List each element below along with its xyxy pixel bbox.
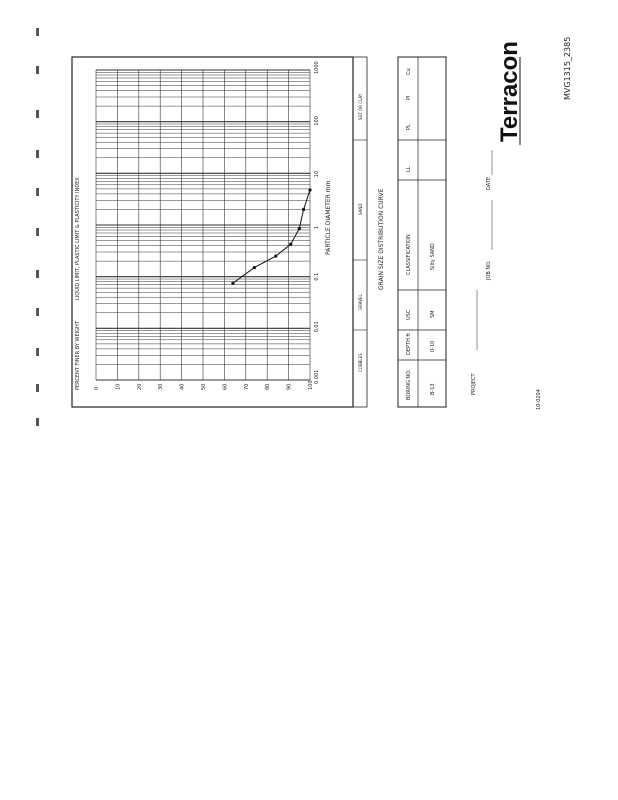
data-point	[274, 255, 277, 258]
data-point	[253, 266, 256, 269]
y-tick-label: 40	[179, 383, 186, 390]
gradation-silt-clay: SILT OR CLAY	[358, 93, 363, 120]
x-tick-label: 1	[314, 225, 320, 229]
pi-label: PI	[406, 95, 412, 100]
usc-label: USC	[406, 309, 412, 320]
sample-no: B-13	[430, 383, 436, 395]
classification-label: CLASSIFICATION	[406, 234, 412, 275]
page-id: MVG1315_2385	[563, 36, 572, 100]
pl-label: PL	[406, 124, 412, 130]
y-tick-label: 30	[158, 383, 165, 390]
y-tick-label: 60	[222, 383, 229, 390]
side-code: 10-0204	[536, 389, 542, 410]
y-tick-label: 10	[115, 383, 122, 390]
cu-label: Cu	[406, 68, 412, 75]
y-tick-label: 0	[94, 386, 100, 390]
report-title: GRAIN SIZE DISTRIBUTION CURVE	[378, 188, 385, 290]
chart-frame	[72, 57, 353, 407]
classification-value: Silty SAND	[430, 243, 436, 270]
y-tick-label: 100	[308, 380, 314, 390]
project-label: PROJECT	[471, 373, 477, 395]
x-tick-label: 0.001	[314, 369, 320, 384]
y-tick-label: 20	[136, 383, 143, 390]
job-label: JOB NO.	[486, 260, 492, 280]
boring-label: BORING NO.	[406, 369, 412, 400]
x-tick-label: 0.01	[314, 321, 320, 333]
y-axis-label: PERCENT FINER BY WEIGHT	[75, 321, 81, 390]
gradation-gravel: GRAVEL	[358, 294, 363, 310]
data-point	[308, 188, 311, 191]
data-point	[289, 243, 292, 246]
x-tick-label: 0.1	[314, 272, 320, 281]
gradation-cobbles: COBBLES	[358, 353, 363, 372]
company-logo: Terracon	[496, 41, 523, 142]
y-tick-label: 80	[265, 383, 272, 390]
data-point	[298, 227, 301, 230]
gradation-sand: SAND	[358, 203, 363, 215]
data-point	[302, 208, 305, 211]
usc-value: SM	[430, 310, 436, 318]
depth-value: 0-10	[430, 340, 436, 352]
x-tick-label: 100	[314, 116, 320, 126]
y-tick-label: 70	[243, 383, 250, 390]
data-point	[231, 282, 234, 285]
depth-label: DEPTH ft	[406, 332, 412, 355]
x-axis-label: PARTICLE DIAMETER mm	[325, 180, 332, 255]
y-tick-label: 50	[201, 383, 207, 390]
date-label: DATE	[486, 176, 492, 190]
ll-label: LL	[406, 166, 412, 172]
chart-grid	[96, 70, 310, 380]
chart-ticks	[94, 61, 320, 390]
y-tick-label: 90	[286, 383, 293, 390]
x-tick-label: 10	[314, 170, 320, 178]
chart-header: LIQUID LIMIT, PLASTIC LIMIT & PLASTICITY INDEX	[75, 177, 81, 300]
x-tick-label: 1000	[314, 61, 320, 74]
